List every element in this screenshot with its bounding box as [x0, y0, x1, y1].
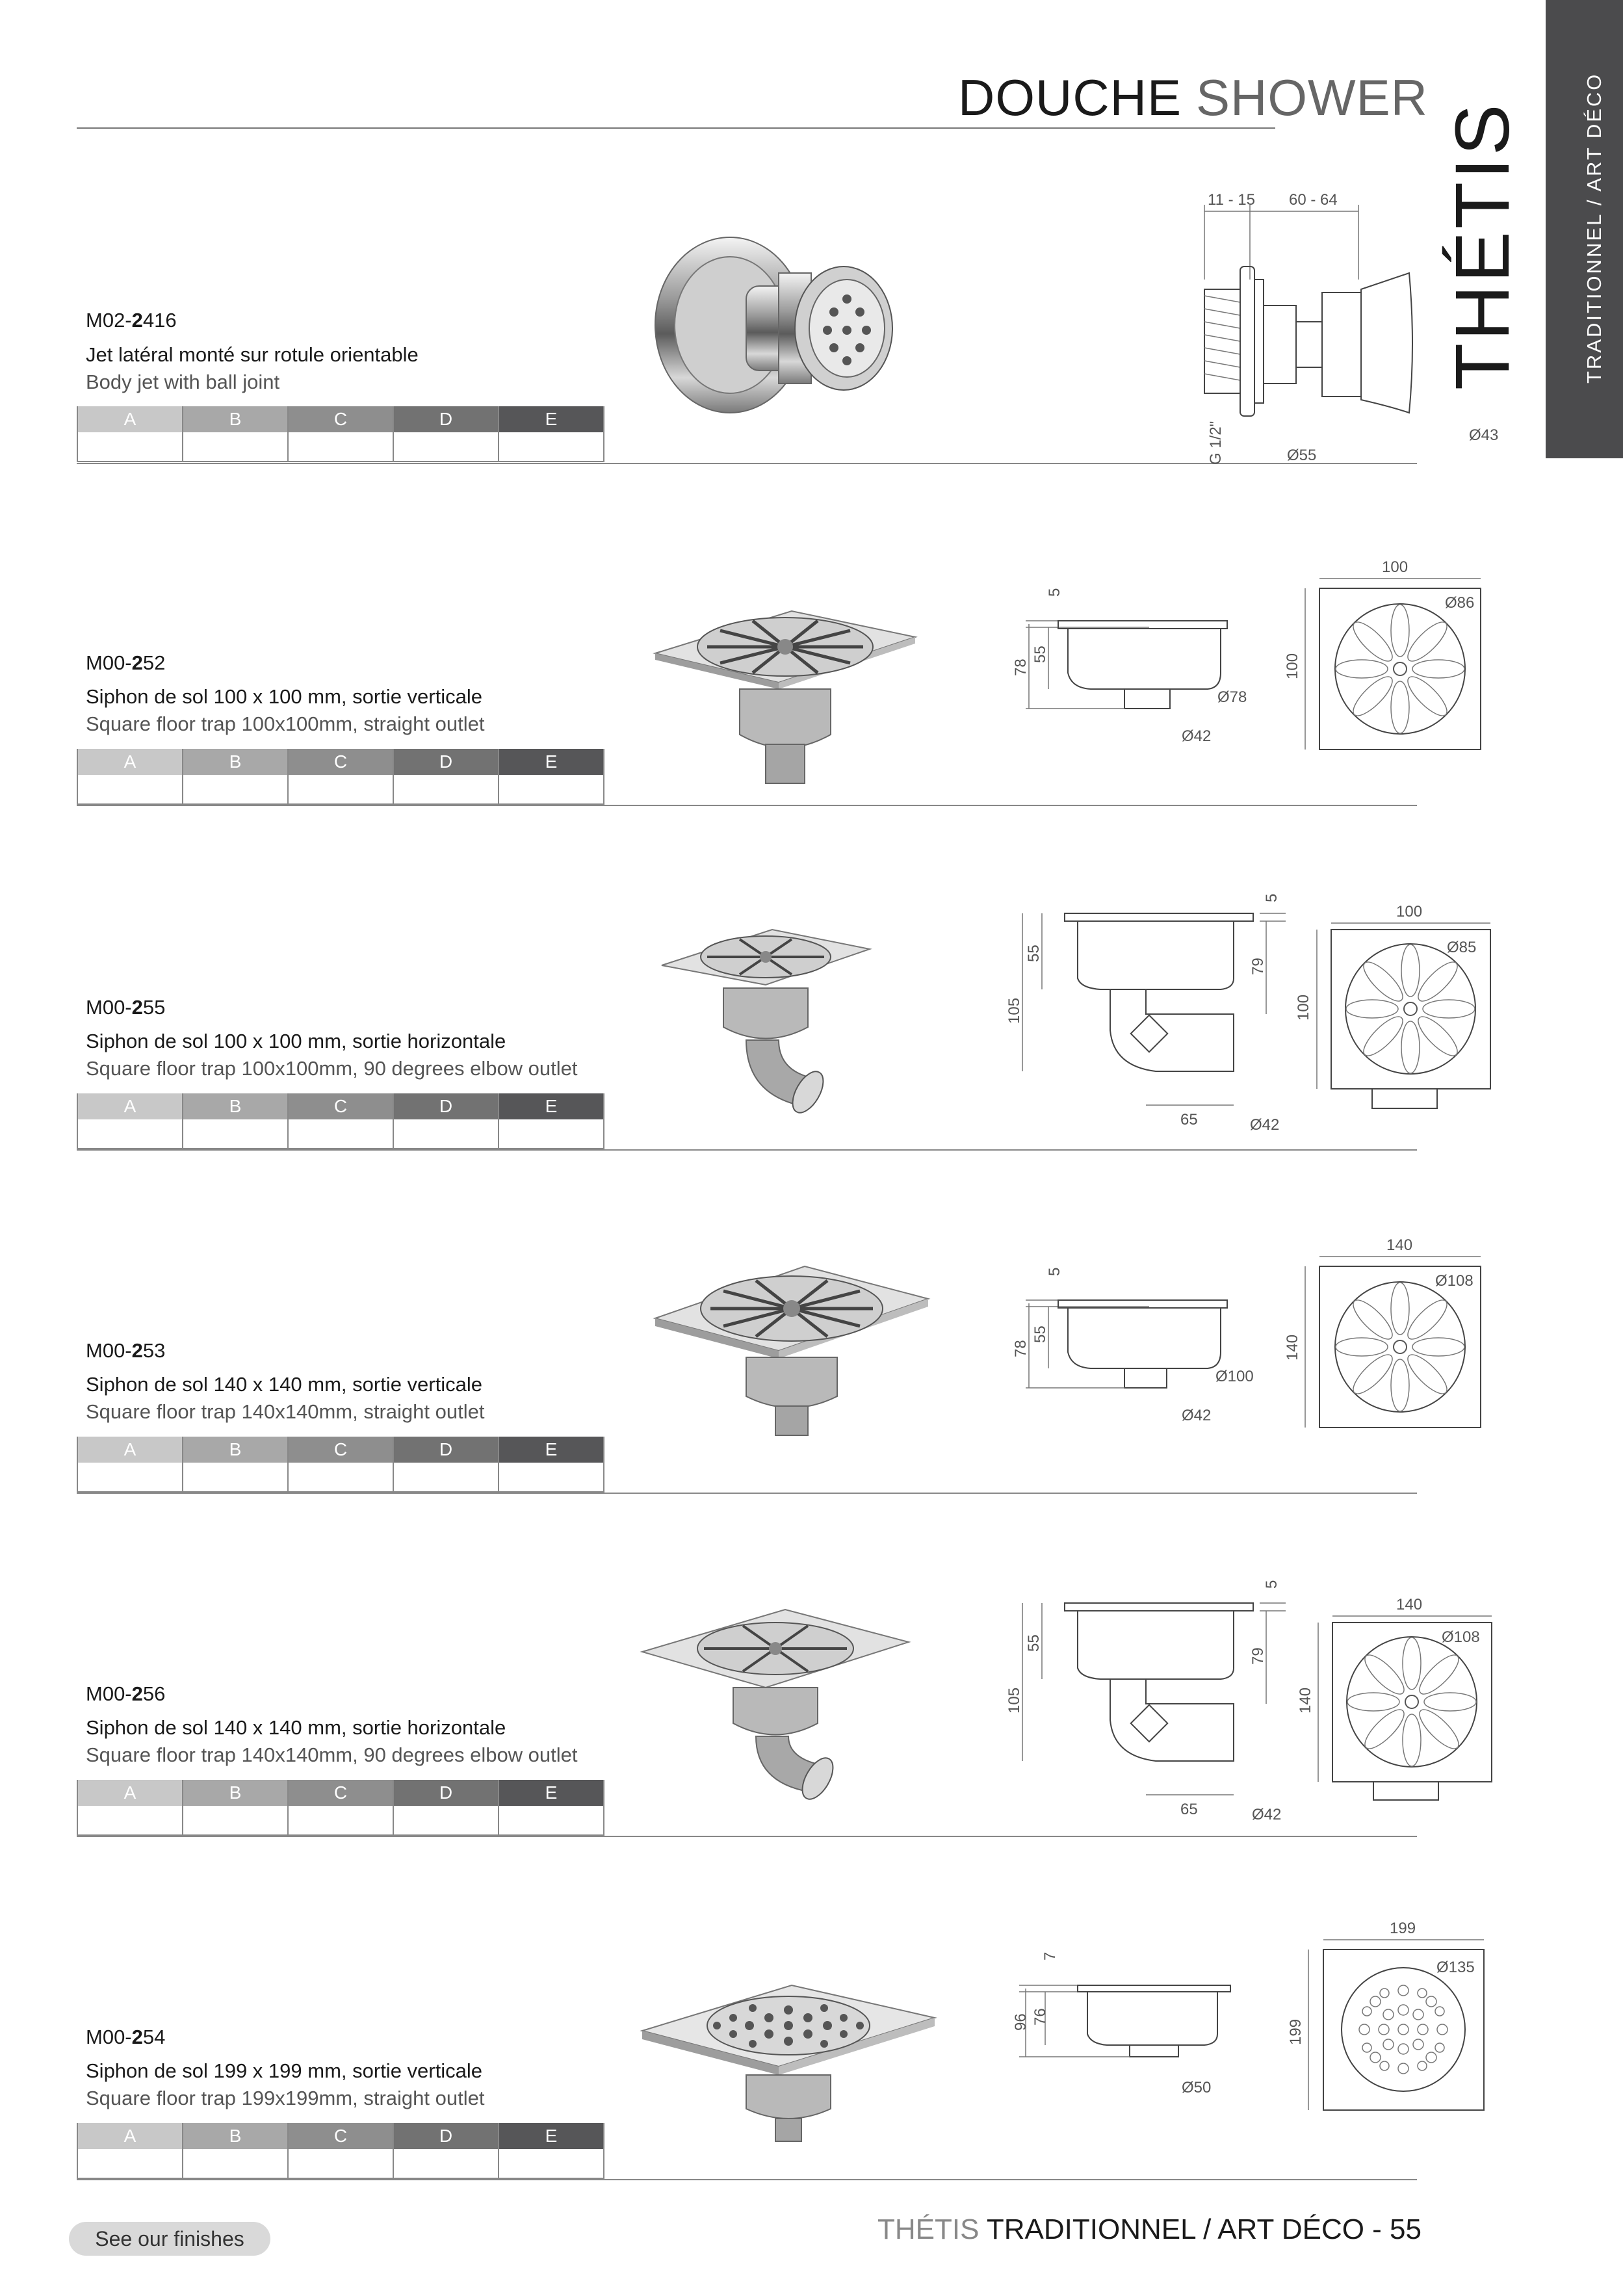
finish-cell[interactable]: [289, 2149, 393, 2179]
finish-cell[interactable]: [78, 1119, 182, 1149]
finish-col-d: [394, 1093, 499, 1149]
finish-col-c: [289, 406, 394, 462]
finish-table: [77, 406, 604, 462]
floor-trap-drawing: [922, 1920, 1494, 2193]
product-code: M00-253: [86, 1339, 166, 1362]
product-code: M00-256: [86, 1682, 166, 1705]
dim-96: 96: [1012, 2013, 1030, 2031]
floor-trap-drawing: [922, 559, 1494, 832]
finish-cell[interactable]: [499, 2149, 603, 2179]
finish-header: D: [394, 749, 498, 775]
finish-col-c: [289, 1780, 394, 1836]
finish-cell[interactable]: [499, 1119, 603, 1149]
finish-header: D: [394, 1093, 498, 1119]
finish-col-a: [78, 2123, 183, 2179]
dim-d42: Ø42: [1182, 1407, 1212, 1424]
product-desc-en: Square floor trap 140x140mm, 90 degrees elbow outlet: [86, 1743, 578, 1766]
dim-60-64: 60 - 64: [1289, 191, 1338, 209]
dim-d50: Ø50: [1182, 2079, 1212, 2096]
dim-100-w: 100: [1382, 558, 1409, 576]
finish-col-a: [78, 1780, 183, 1836]
brand-vertical: THÉTIS: [1440, 101, 1526, 390]
product-desc-fr: Siphon de sol 100 x 100 mm, sortie horizontale: [86, 1030, 506, 1052]
finish-cell[interactable]: [183, 1119, 287, 1149]
finish-col-e: [499, 1093, 604, 1149]
dim-5: 5: [1046, 588, 1063, 597]
dim-78: 78: [1012, 1340, 1030, 1357]
dim-105: 105: [1006, 997, 1023, 1024]
finish-header: E: [499, 749, 603, 775]
finish-cell[interactable]: [78, 432, 182, 462]
finish-header: A: [78, 406, 182, 432]
finish-header: A: [78, 749, 182, 775]
finish-col-c: [289, 1437, 394, 1493]
product-desc-fr: Siphon de sol 140 x 140 mm, sortie horizontale: [86, 1716, 506, 1739]
finish-col-e: [499, 1780, 604, 1836]
footer-brand: THÉTIS: [877, 2213, 980, 2245]
finish-cell[interactable]: [499, 432, 603, 462]
dim-d86: Ø86: [1445, 594, 1475, 612]
finish-header: D: [394, 406, 498, 432]
dim-140-w: 140: [1396, 1596, 1423, 1613]
footer-range: TRADITIONNEL / ART DÉCO - 55: [986, 2213, 1422, 2245]
header-divider: [77, 127, 1275, 129]
finish-col-b: [183, 1437, 289, 1493]
floor-trap-photo: [636, 1972, 941, 2167]
finish-header: A: [78, 2123, 182, 2149]
product-desc-en: Square floor trap 100x100mm, 90 degrees elbow outlet: [86, 1057, 578, 1080]
finish-header: B: [183, 406, 287, 432]
finish-col-b: [183, 406, 289, 462]
finish-col-e: [499, 1437, 604, 1493]
finish-table: [77, 1437, 604, 1493]
finish-cell[interactable]: [394, 775, 498, 805]
finish-col-d: [394, 2123, 499, 2179]
finish-header: B: [183, 2123, 287, 2149]
finish-col-c: [289, 749, 394, 805]
page-title-fr: DOUCHE: [957, 69, 1182, 126]
product-code: M00-254: [86, 2026, 166, 2048]
dim-100-h: 100: [1295, 994, 1312, 1021]
floor-trap-drawing: [922, 865, 1494, 1164]
dim-d43: Ø43: [1469, 426, 1499, 444]
finish-cell[interactable]: [289, 1463, 393, 1493]
finish-cell[interactable]: [394, 1119, 498, 1149]
finish-cell[interactable]: [78, 1806, 182, 1836]
dim-140-h: 140: [1297, 1687, 1314, 1714]
body-jet-photo: [649, 215, 935, 442]
product-code: M00-255: [86, 996, 166, 1019]
dim-65: 65: [1180, 1111, 1198, 1128]
finish-cell[interactable]: [183, 1463, 287, 1493]
floor-trap-drawing: [922, 1227, 1494, 1500]
finish-col-a: [78, 406, 183, 462]
dim-55: 55: [1025, 945, 1043, 962]
finish-header: C: [289, 406, 393, 432]
finish-header: D: [394, 1780, 498, 1806]
finish-cell[interactable]: [289, 1119, 393, 1149]
dim-5: 5: [1046, 1267, 1063, 1276]
finish-cell[interactable]: [183, 775, 287, 805]
finish-header: B: [183, 1093, 287, 1119]
finish-cell[interactable]: [289, 1806, 393, 1836]
product-desc-fr: Siphon de sol 199 x 199 mm, sortie verticale: [86, 2059, 482, 2082]
finish-col-a: [78, 749, 183, 805]
page-title: [958, 68, 1428, 127]
dim-d100: Ø100: [1215, 1368, 1254, 1385]
finish-col-b: [183, 749, 289, 805]
product-desc-en: Square floor trap 140x140mm, straight outlet: [86, 1400, 485, 1423]
finish-header: C: [289, 1780, 393, 1806]
dim-100-w: 100: [1396, 903, 1423, 920]
finish-col-e: [499, 2123, 604, 2179]
footer-page-label: [877, 2213, 1422, 2246]
finish-header: B: [183, 1437, 287, 1463]
finish-header: D: [394, 1437, 498, 1463]
finish-cell[interactable]: [499, 1806, 603, 1836]
product-m00-254: [77, 1868, 1475, 2193]
finish-cell[interactable]: [394, 1806, 498, 1836]
finish-table: [77, 1093, 604, 1149]
finish-col-d: [394, 1437, 499, 1493]
finish-cell[interactable]: [78, 775, 182, 805]
dim-55: 55: [1032, 646, 1049, 663]
finish-cell[interactable]: [289, 432, 393, 462]
finish-cell[interactable]: [78, 2149, 182, 2179]
floor-trap-photo: [636, 1597, 935, 1831]
dim-199-h: 199: [1287, 2018, 1305, 2045]
finish-header: E: [499, 1780, 603, 1806]
finish-cell[interactable]: [394, 2149, 498, 2179]
finish-col-e: [499, 749, 604, 805]
dim-79: 79: [1249, 958, 1267, 975]
finish-header: E: [499, 406, 603, 432]
page-title-en: SHOWER: [1196, 69, 1428, 126]
dim-d108: Ø108: [1442, 1628, 1480, 1646]
finish-header: C: [289, 1093, 393, 1119]
dim-d78: Ø78: [1217, 688, 1247, 706]
product-desc-fr: Siphon de sol 100 x 100 mm, sortie verticale: [86, 685, 482, 708]
product-desc-en: Square floor trap 199x199mm, straight outlet: [86, 2087, 485, 2109]
finish-header: D: [394, 2123, 498, 2149]
dim-5: 5: [1263, 1580, 1280, 1589]
finish-cell[interactable]: [499, 775, 603, 805]
dim-d55: Ø55: [1287, 447, 1317, 464]
dim-d85: Ø85: [1447, 939, 1477, 956]
finish-header: C: [289, 2123, 393, 2149]
finish-col-a: [78, 1437, 183, 1493]
dim-d108: Ø108: [1435, 1272, 1474, 1290]
dim-55: 55: [1032, 1325, 1049, 1343]
dim-d42: Ø42: [1182, 727, 1212, 745]
finish-header: B: [183, 749, 287, 775]
dim-65: 65: [1180, 1801, 1198, 1818]
finish-header: E: [499, 1093, 603, 1119]
finish-header: A: [78, 1780, 182, 1806]
product-desc-en: Body jet with ball joint: [86, 371, 280, 393]
finish-cell[interactable]: [183, 432, 287, 462]
dim-7: 7: [1041, 1951, 1059, 1961]
finish-col-b: [183, 2123, 289, 2179]
dim-76: 76: [1032, 2008, 1049, 2026]
finish-col-c: [289, 1093, 394, 1149]
product-m00-253: [77, 1182, 1474, 1507]
finish-header: E: [499, 2123, 603, 2149]
dim-78: 78: [1012, 659, 1030, 676]
finish-cell[interactable]: [78, 1463, 182, 1493]
floor-trap-drawing: [922, 1551, 1494, 1850]
product-code: M00-252: [86, 651, 166, 674]
product-code: M02-2416: [86, 309, 177, 332]
floor-trap-photo: [649, 592, 922, 826]
dim-100-h: 100: [1284, 653, 1301, 679]
floor-trap-photo: [649, 1247, 935, 1481]
finish-col-d: [394, 406, 499, 462]
finish-header: C: [289, 749, 393, 775]
dim-140-w: 140: [1386, 1236, 1413, 1254]
dim-d42: Ø42: [1250, 1116, 1280, 1134]
finish-table: [77, 2123, 604, 2179]
finish-header: B: [183, 1780, 287, 1806]
dim-11-15: 11 - 15: [1208, 191, 1255, 209]
dim-5: 5: [1263, 893, 1280, 902]
finish-cell[interactable]: [183, 2149, 287, 2179]
finish-col-b: [183, 1780, 289, 1836]
side-tab-label: TRADITIONNEL / ART DÉCO: [1583, 72, 1605, 384]
dim-d42: Ø42: [1252, 1806, 1282, 1823]
finish-cell[interactable]: [183, 1806, 287, 1836]
finish-cell[interactable]: [499, 1463, 603, 1493]
dim-199-w: 199: [1390, 1920, 1416, 1937]
finish-cell[interactable]: [394, 1463, 498, 1493]
finish-table: [77, 1780, 604, 1836]
product-desc-fr: Siphon de sol 140 x 140 mm, sortie verticale: [86, 1373, 482, 1396]
body-jet-drawing: [1104, 176, 1520, 465]
finish-col-a: [78, 1093, 183, 1149]
dim-105: 105: [1006, 1687, 1023, 1714]
product-desc-fr: Jet latéral monté sur rotule orientable: [86, 343, 419, 366]
dim-d135: Ø135: [1436, 1959, 1475, 1976]
finish-col-e: [499, 406, 604, 462]
see-finishes-button[interactable]: See our finishes: [69, 2222, 270, 2256]
finish-header: A: [78, 1093, 182, 1119]
dim-79: 79: [1249, 1647, 1267, 1665]
finish-col-d: [394, 749, 499, 805]
finish-col-d: [394, 1780, 499, 1836]
product-m00-252: [77, 494, 1475, 819]
product-m00-255: [77, 839, 1477, 1164]
floor-trap-photo: [649, 917, 922, 1151]
product-m00-256: [77, 1525, 1480, 1850]
finish-col-c: [289, 2123, 394, 2179]
dim-thread: G 1/2": [1207, 421, 1225, 465]
finish-header: A: [78, 1437, 182, 1463]
finish-table: [77, 749, 604, 805]
dim-55: 55: [1025, 1634, 1043, 1652]
product-desc-en: Square floor trap 100x100mm, straight outlet: [86, 712, 485, 735]
finish-header: E: [499, 1437, 603, 1463]
finish-cell[interactable]: [289, 775, 393, 805]
dim-140-h: 140: [1284, 1334, 1301, 1361]
finish-header: C: [289, 1437, 393, 1463]
finish-col-b: [183, 1093, 289, 1149]
finish-cell[interactable]: [394, 432, 498, 462]
